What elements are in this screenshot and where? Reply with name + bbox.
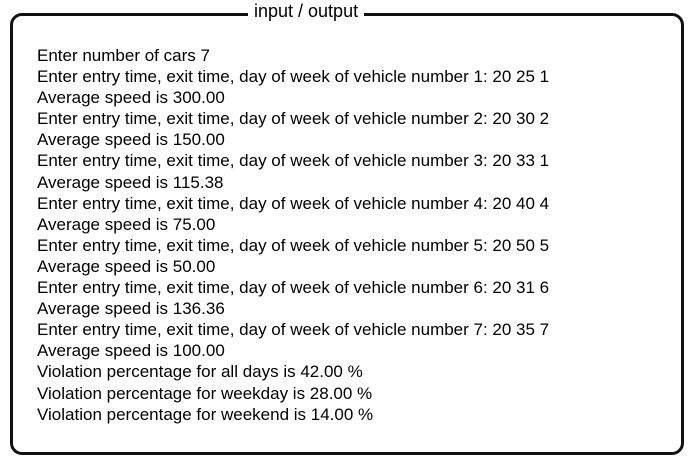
- output-line: Average speed is 150.00: [37, 130, 225, 150]
- output-line: Violation percentage for weekday is 28.00 %: [37, 383, 373, 403]
- output-line: Enter entry time, exit time, day of week of vehicle number 2: 20 30 2: [37, 109, 550, 129]
- output-line: Enter entry time, exit time, day of week of vehicle number 1: 20 25 1: [37, 67, 550, 87]
- console-output: [37, 45, 549, 425]
- io-panel-title: input / output: [248, 0, 364, 22]
- output-line: Violation percentage for weekend is 14.00 %: [37, 404, 374, 424]
- output-line: Enter entry time, exit time, day of week of vehicle number 5: 20 50 5: [37, 235, 550, 255]
- output-line: Average speed is 300.00: [37, 88, 225, 108]
- output-line: Average speed is 115.38: [37, 172, 224, 192]
- output-line: Enter entry time, exit time, day of week of vehicle number 6: 20 31 6: [37, 278, 550, 298]
- output-line: Average speed is 50.00: [37, 256, 216, 276]
- output-line: Enter entry time, exit time, day of week of vehicle number 7: 20 35 7: [37, 320, 550, 340]
- output-line: Average speed is 100.00: [37, 341, 225, 361]
- output-line: Enter entry time, exit time, day of week of vehicle number 3: 20 33 1: [37, 151, 550, 171]
- output-line: Enter number of cars 7: [37, 46, 210, 65]
- output-line: Enter entry time, exit time, day of week of vehicle number 4: 20 40 4: [37, 193, 550, 213]
- output-line: Average speed is 136.36: [37, 299, 225, 319]
- output-line: Average speed is 75.00: [37, 214, 216, 234]
- output-line: Violation percentage for all days is 42.00 %: [37, 362, 363, 382]
